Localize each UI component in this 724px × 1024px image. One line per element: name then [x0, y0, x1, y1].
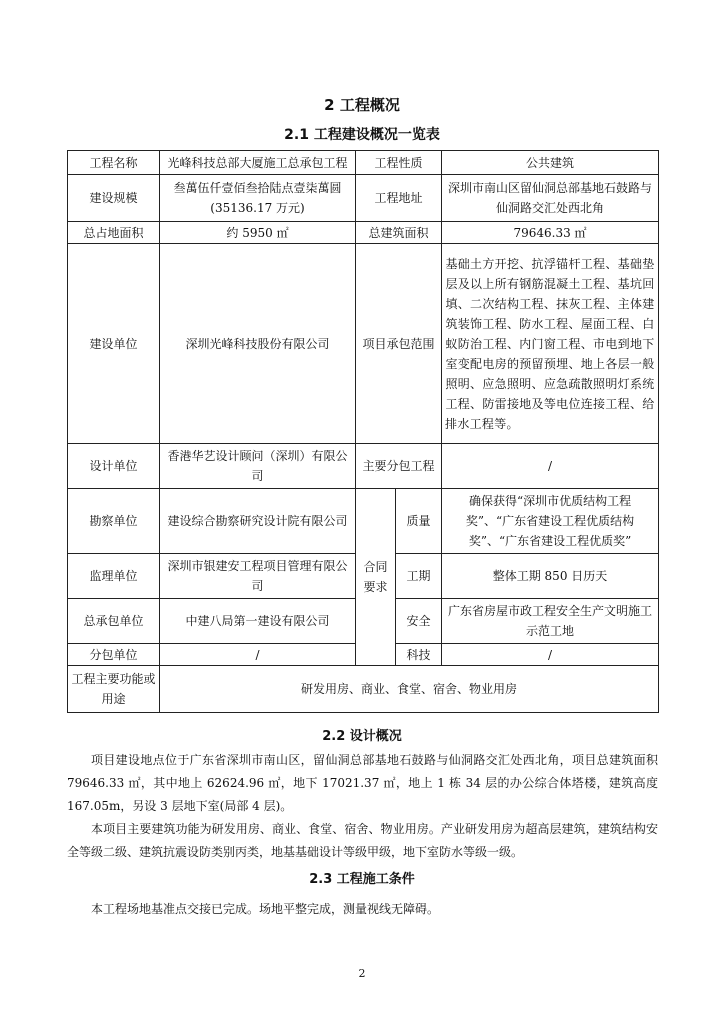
subcontractor-label: 分包单位: [68, 644, 160, 666]
safety-label: 安全: [396, 599, 442, 644]
period-value: 整体工期 850 日历天: [442, 554, 659, 599]
design-unit-value: 香港华艺设计顾问（深圳）有限公司: [160, 444, 356, 489]
table-row: [68, 151, 659, 175]
supervision-value: 深圳市银建安工程项目管理有限公司: [160, 554, 356, 599]
function-label: 工程主要功能或用途: [68, 666, 160, 713]
survey-label: 勘察单位: [68, 489, 160, 554]
address-value: 深圳市南山区留仙洞总部基地石鼓路与仙洞路交汇处西北角: [442, 175, 659, 222]
table-row: [68, 444, 659, 489]
land-area-label: 总占地面积: [68, 222, 160, 244]
survey-value: 建设综合勘察研究设计院有限公司: [160, 489, 356, 554]
scale-value: [160, 175, 356, 222]
design-paragraph-1: 项目建设地点位于广东省深圳市南山区，留仙洞总部基地石鼓路与仙洞路交汇处西北角，项目总建筑面积 79646.33 ㎡，其中地上 62624.96 ㎡，地下 17021.37 ㎡，地上 1 栋 34 层的办公综合体塔楼，建筑高度 167.05m，另设 3 层地下室(局部 4 层)。: [67, 753, 658, 813]
scale-value-line2: (35136.17 万元): [210, 201, 305, 215]
safety-value: 广东省房屋市政工程安全生产文明施工示范工地: [442, 599, 659, 644]
design-paragraph-2: 本项目主要建筑功能为研发用房、商业、食堂、宿舍、物业用房。产业研发用房为超高层建筑，建筑结构安全等级二级、建筑抗震设防类别丙类，地基基础设计等级甲级，地下室防水等级一级。: [67, 822, 658, 859]
owner-value: 深圳光峰科技股份有限公司: [160, 244, 356, 444]
subcontractor-value: /: [160, 644, 356, 666]
scope-value: 基础土方开挖、抗浮锚杆工程、基础垫层及以上所有钢筋混凝土工程、基坑回填、二次结构工程、抹灰工程、主体建筑装饰工程、防水工程、屋面工程、白蚁防治工程、内门窗工程、市电到地下室变配电房的预留预埋、地上各层一般照明、应急照明、应急疏散照明灯系统工程、防雷接地及等电位连接工程、给排水工程等。: [442, 244, 659, 444]
land-area-value: 约 5950 ㎡: [160, 222, 356, 244]
sub-works-value: /: [442, 444, 659, 489]
table-row: [68, 175, 659, 222]
conditions-heading: 2.3 工程施工条件: [309, 872, 415, 887]
scale-value-line1: 叁萬伍仟壹佰叁拾陆点壹柒萬圆: [173, 181, 342, 195]
table-row: [68, 489, 659, 554]
period-label: 工期: [396, 554, 442, 599]
quality-value: 确保获得“深圳市优质结构工程奖”、“广东省建设工程优质结构奖”、“广东省建设工程优质奖”: [442, 489, 659, 554]
contract-requirements-label: 合同要求: [356, 489, 396, 666]
table-title: 2.1 工程建设概况一览表: [284, 127, 440, 143]
section-heading: 2 工程概况: [324, 96, 400, 114]
table-row: [68, 666, 659, 713]
design-heading: 2.2 设计概况: [322, 729, 402, 744]
table-row: [68, 244, 659, 444]
nature-value: 公共建筑: [442, 151, 659, 175]
gc-value: 中建八局第一建设有限公司: [160, 599, 356, 644]
supervision-label: 监理单位: [68, 554, 160, 599]
building-area-value: 79646.33 ㎡: [442, 222, 659, 244]
owner-label: 建设单位: [68, 244, 160, 444]
tech-value: /: [442, 644, 659, 666]
project-name-value: 光峰科技总部大厦施工总承包工程: [160, 151, 356, 175]
address-label: 工程地址: [356, 175, 442, 222]
scale-label: 建设规模: [68, 175, 160, 222]
building-area-label: 总建筑面积: [356, 222, 442, 244]
function-value: 研发用房、商业、食堂、宿舍、物业用房: [160, 666, 659, 713]
table-row: [68, 222, 659, 244]
project-overview-table: [67, 150, 659, 713]
page-number: 2: [358, 967, 366, 980]
design-unit-label: 设计单位: [68, 444, 160, 489]
tech-label: 科技: [396, 644, 442, 666]
scope-label: 项目承包范围: [356, 244, 442, 444]
gc-label: 总承包单位: [68, 599, 160, 644]
nature-label: 工程性质: [356, 151, 442, 175]
quality-label: 质量: [396, 489, 442, 554]
sub-works-label: 主要分包工程: [356, 444, 442, 489]
conditions-paragraph: 本工程场地基准点交接已完成。场地平整完成，测量视线无障碍。: [91, 902, 440, 916]
project-name-label: 工程名称: [68, 151, 160, 175]
